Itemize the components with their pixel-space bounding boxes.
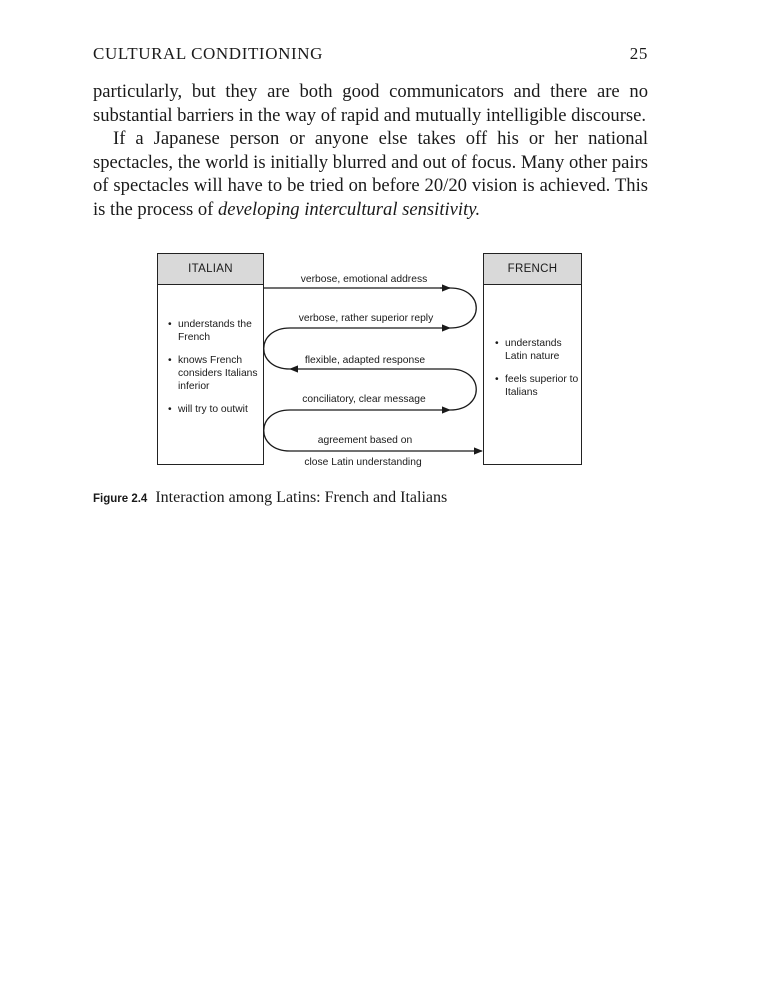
exchange-arrows xyxy=(150,245,590,480)
italian-bullet: • understands the French xyxy=(168,318,260,344)
french-box-title: FRENCH xyxy=(484,254,581,285)
paragraph-2-lead: If a Japanese person or anyone else takes off his or her national spectacles, the world is initially blurred and out of focus. Many other pairs of spectacles will have to be tried on before 20/20 vision is achieved. This is the process of xyxy=(93,128,648,220)
french-bullet: • feels superior to Italians xyxy=(495,373,579,399)
italian-bullet: • knows French considers Italians inferior xyxy=(168,354,260,393)
running-title: CULTURAL CONDITIONING xyxy=(93,44,323,63)
italian-box-title: ITALIAN xyxy=(158,254,263,285)
interaction-diagram xyxy=(150,245,590,480)
running-header xyxy=(93,44,648,64)
paragraph-1: particularly, but they are both good communicators and there are no substantial barriers in the way of rapid and mutually intelligible discourse. xyxy=(93,81,648,126)
body-text xyxy=(93,80,648,221)
paragraph-2-emphasis: developing intercultural sensitivity. xyxy=(217,198,481,220)
exchange-label-1: verbose, emotional address xyxy=(300,274,428,285)
italian-bullet: • will try to outwit xyxy=(168,403,260,416)
french-bullet: • understands Latin nature xyxy=(495,337,579,363)
exchange-label-5b: close Latin understanding xyxy=(304,457,422,468)
exchange-label-5a: agreement based on xyxy=(317,435,413,446)
figure-number: Figure 2.4 xyxy=(93,493,148,505)
exchange-label-3: flexible, adapted response xyxy=(304,355,426,366)
paragraph-2 xyxy=(93,127,648,221)
page-number: 25 xyxy=(629,44,648,63)
exchange-label-4: conciliatory, clear message xyxy=(302,394,426,405)
exchange-label-2: verbose, rather superior reply xyxy=(298,313,434,324)
figure-caption-text: Interaction among Latins: French and Italians xyxy=(155,489,448,506)
figure-caption xyxy=(93,489,648,507)
